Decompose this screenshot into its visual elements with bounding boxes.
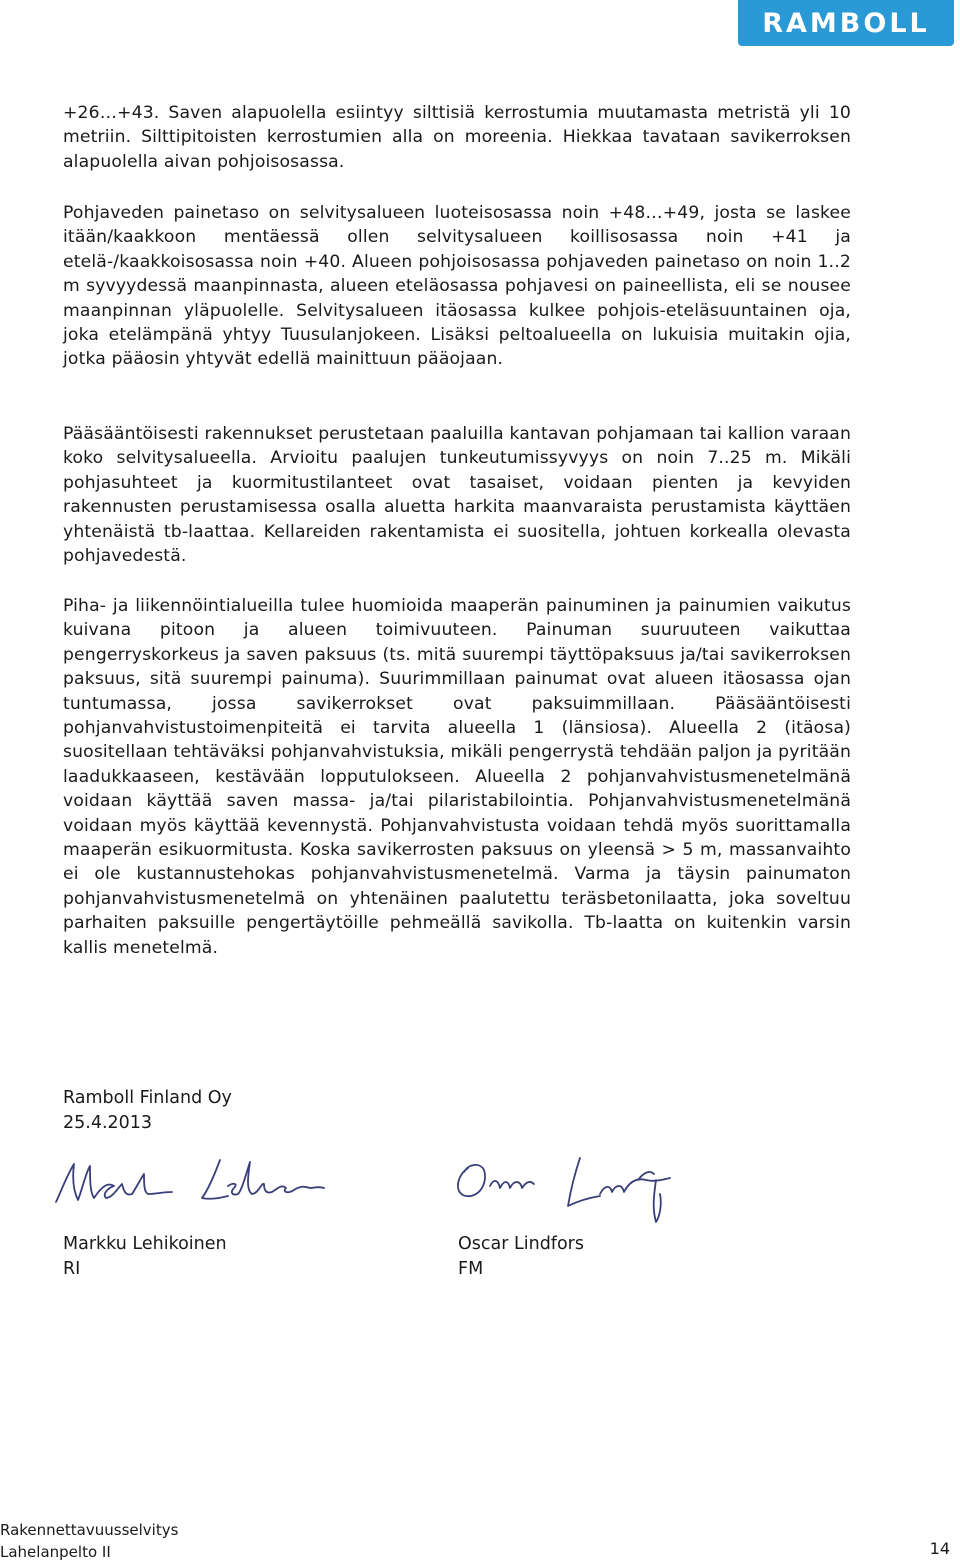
signoff-date: 25.4.2013 — [63, 1112, 153, 1133]
ramboll-logo — [738, 0, 954, 46]
signer-title: FM — [458, 1258, 484, 1279]
page-number: 14 — [929, 1539, 950, 1558]
signoff-company-block — [63, 1086, 232, 1135]
logo-text: RAMBOLL — [762, 7, 930, 39]
footer-document-title: Rakennettavuusselvitys — [0, 1521, 179, 1539]
footer-project-name: Lahelanpelto II — [0, 1543, 111, 1561]
signature-oscar-lindfors — [450, 1150, 740, 1230]
signer-title: RI — [63, 1258, 81, 1279]
paragraph-settlement: Piha- ja liikennöintialueilla tulee huomioida maaperän painuminen ja painumien vaikutus kuivana pitoon ja alueen toimivuuteen. Painuman suuruuteen vaikuttaa pengerryskorkeus ja saven paksuus (ts. mitä suurempi täyttöpaksuus ja/tai savikerroksen paksuus, sitä suurempi painuma). Suurimmillaan painumat ovat alueen itäosassa ojan tuntumassa, jossa savikerrokset ovat paksuimmillaan. Pääsääntöisesti pohjanvahvistustoimenpiteitä ei tarvita alueella 1 (länsiosa). Alueella 2 (itäosa) suositellaan tehtäväksi pohjanvahvistuksia, mikäli pengerrystä tehdään paljon ja pyritään laadukkaaseen, kestävään lopputulokseen. Alueella 2 pohjanvahvistusmenetelmänä voidaan käyttää saven massa- ja/tai pilaristabilointia. Pohjanvahvistusmenetelmänä voidaan myös käyttää kevennystä. Pohjanvahvistusta voidaan tehdä myös suorittamalla maaperän esikuormitusta. Koska savikerrosten paksuus on yleensä > 5 m, massanvaihto ei ole kustannustehokas pohjanvahvistusmenetelmä. Varma ja täysin painumaton pohjanvahvistusmenetelmä on yhtenäinen paalutettu teräsbetonilaatta, joka soveltuu parhaiten paksuille pengertäytöille pehmeällä savikolla. Tb-laatta on kuitenkin varsin kallis menetelmä. — [63, 596, 851, 958]
paragraph-foundations: Pääsääntöisesti rakennukset perustetaan paaluilla kantavan pohjamaan tai kallion varaan koko selvitysalueella. Arvioitu paalujen tunkeutumissyvyys on noin 7..25 m. Mikäli pohjasuhteet ja kuormitustilanteet ovat tasaiset, voidaan pienten ja kevyiden rakennusten perustamisessa osalla aluetta harkita maanvaraista perustamista käyttäen yhtenäistä tb-laattaa. Kellareiden rakentamista ei suositella, johtuen korkealla olevasta pohjavedestä. — [63, 424, 851, 567]
signer-markku — [63, 1232, 227, 1281]
paragraph-groundwater: Pohjaveden painetaso on selvitysalueen luoteisosassa noin +48…+49, josta se laskee itään/kaakkoon mentäessä ollen selvitysalueen koillisosassa noin +41 ja etelä-/kaakkoisosassa noin +40. Alueen pohjoisosassa pohjaveden painetaso on noin 1..2 m syvyydessä maanpinnasta, alueen eteläosassa pohjavesi on paineellista, eli se nousee maanpinnan yläpuolelle. Selvitysalueen itäosassa kulkee pohjois-eteläsuuntainen oja, joka etelämpänä yhtyy Tuusulanjokeen. Lisäksi peltoalueella on lukuisia muitakin ojia, jotka pääosin yhtyvät edellä mainittuun pääojaan. — [63, 203, 851, 370]
signer-oscar — [458, 1232, 584, 1281]
signer-name: Markku Lehikoinen — [63, 1234, 227, 1254]
paragraph-soil-layers: +26…+43. Saven alapuolella esiintyy silttisiä kerrostumia muutamasta metristä yli 10 metriin. Silttipitoisten kerrostumien alla on moreenia. Hiekkaa tavataan savikerroksen alapuolella aivan pohjoisosassa. — [63, 103, 851, 172]
signature-markku-lehikoinen — [52, 1152, 352, 1212]
footer-document-info — [0, 1519, 178, 1563]
signer-name: Oscar Lindfors — [458, 1234, 584, 1254]
company-name: Ramboll Finland Oy — [63, 1088, 232, 1108]
